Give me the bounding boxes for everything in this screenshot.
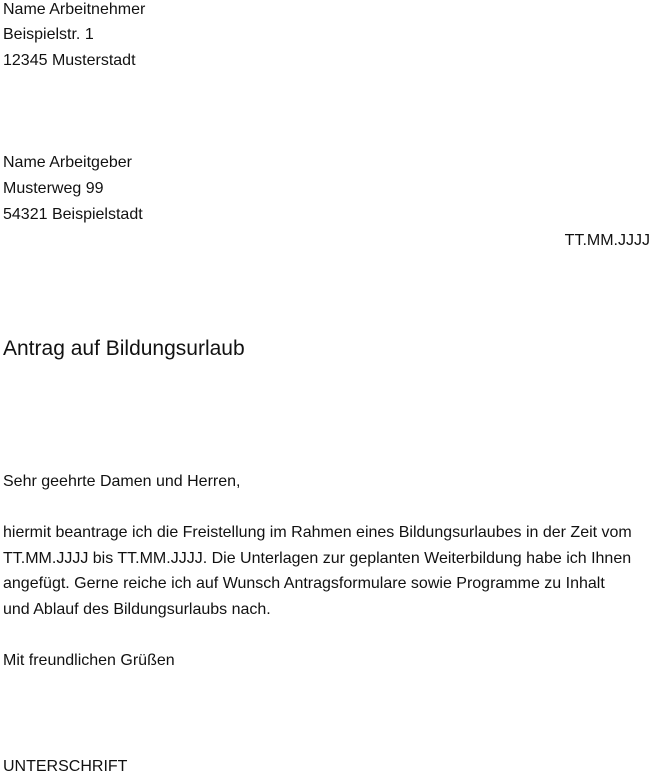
body-line: TT.MM.JJJJ bis TT.MM.JJJJ. Die Unterlagen zur geplanten Weiterbildung habe ich Ihnen xyxy=(3,550,632,567)
closing: Mit freundlichen Grüßen xyxy=(3,652,175,669)
body-line: und Ablauf des Bildungsurlaubs nach. xyxy=(3,601,271,618)
recipient-street: Musterweg 99 xyxy=(3,180,104,197)
body-line: hiermit beantrage ich die Freistellung im Rahmen eines Bildungsurlaubes in der Zeit vom xyxy=(3,524,632,541)
recipient-city: 54321 Beispielstadt xyxy=(3,206,143,223)
salutation: Sehr geehrte Damen und Herren, xyxy=(3,473,241,490)
recipient-name: Name Arbeitgeber xyxy=(3,154,132,171)
signature-placeholder: UNTERSCHRIFT xyxy=(3,758,128,775)
sender-name: Name Arbeitnehmer xyxy=(3,1,146,18)
sender-city: 12345 Musterstadt xyxy=(3,52,136,69)
letter-date: TT.MM.JJJJ xyxy=(564,232,650,249)
body-line: angefügt. Gerne reiche ich auf Wunsch Antragsformulare sowie Programme zu Inhalt xyxy=(3,575,605,592)
letter-subject: Antrag auf Bildungsurlaub xyxy=(3,337,245,360)
sender-street: Beispielstr. 1 xyxy=(3,26,94,43)
